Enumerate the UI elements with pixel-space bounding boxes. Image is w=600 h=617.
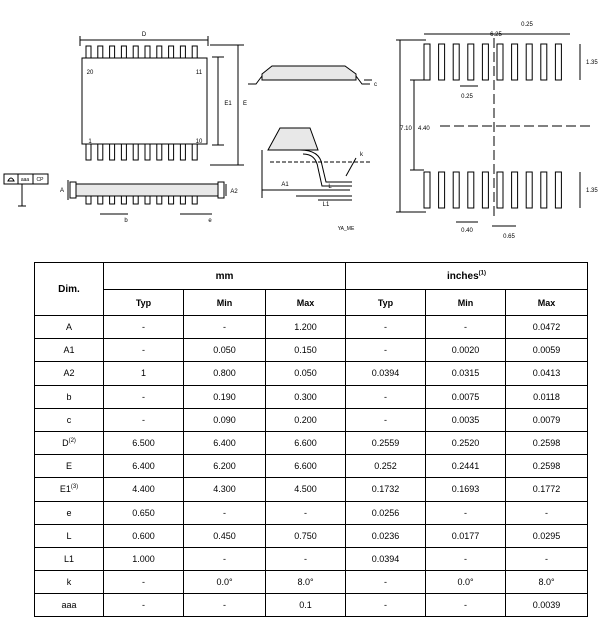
lead: [180, 196, 185, 204]
dim-symbol: A2: [63, 368, 75, 379]
lead: [110, 196, 115, 204]
dim-l1-label: L1: [322, 202, 330, 208]
pad: [468, 44, 474, 80]
dim-c-label: c: [374, 82, 377, 88]
footprint-pitch-top-label: 0.25: [461, 94, 473, 100]
coplanarity-ref-label: CP: [36, 177, 44, 183]
inches-typ-cell: 0.2559: [346, 431, 426, 454]
mm-typ-cell: 6.400: [104, 455, 184, 478]
pad: [512, 44, 518, 80]
lead: [98, 196, 103, 204]
inches-min-cell: 0.1693: [426, 478, 506, 501]
dim-cell: [35, 455, 104, 478]
mm-max-header: Max: [266, 290, 346, 316]
table-row: [35, 385, 588, 408]
dim-symbol: e: [66, 507, 72, 518]
pad: [468, 172, 474, 208]
inches-min-cell: 0.0°: [426, 571, 506, 594]
inches-typ-cell: 0.0236: [346, 524, 426, 547]
mm-typ-cell: 4.400: [104, 478, 184, 501]
dimensions-table: [34, 262, 588, 617]
mm-typ-cell: 0.600: [104, 524, 184, 547]
pad: [526, 44, 532, 80]
inches-typ-header: Typ: [346, 290, 426, 316]
inches-max-cell: 0.0039: [506, 594, 588, 617]
lead: [169, 196, 174, 204]
dim-note: (3): [70, 484, 79, 491]
mm-typ-cell: -: [104, 571, 184, 594]
dim-e1-label: E1: [224, 101, 232, 107]
pad: [482, 172, 488, 208]
pad: [482, 44, 488, 80]
dim-symbol: c: [66, 414, 72, 425]
dim-symbol: L1: [63, 553, 74, 564]
mm-typ-cell: 1: [104, 362, 184, 385]
mm-max-cell: -: [266, 501, 346, 524]
dim-cell: [35, 547, 104, 570]
dim-symbol: k: [66, 577, 72, 588]
mm-min-cell: 0.0°: [184, 571, 266, 594]
mm-typ-cell: -: [104, 594, 184, 617]
pin-11-label: 11: [195, 70, 203, 76]
dim-a-label: A: [59, 188, 65, 194]
mm-max-cell: 0.750: [266, 524, 346, 547]
lead: [121, 144, 126, 160]
dim-column-header: Dim.: [35, 263, 104, 316]
inches-max-cell: 0.2598: [506, 455, 588, 478]
pin-10-label: 10: [195, 139, 203, 145]
inches-max-header: Max: [506, 290, 588, 316]
mm-min-cell: 6.400: [184, 431, 266, 454]
mm-max-cell: 0.200: [266, 408, 346, 431]
lead: [145, 144, 150, 160]
inches-max-cell: 0.2598: [506, 431, 588, 454]
mm-typ-cell: -: [104, 385, 184, 408]
lead: [98, 144, 103, 160]
inches-group-header: [346, 263, 588, 290]
inches-group-label: inches: [446, 270, 479, 282]
inches-min-cell: -: [426, 547, 506, 570]
dim-cell: [35, 316, 104, 339]
inches-max-cell: -: [506, 501, 588, 524]
inches-min-cell: 0.0035: [426, 408, 506, 431]
mm-group-header: mm: [104, 263, 346, 290]
footprint-spacing-label: 0.65: [503, 234, 515, 240]
inches-typ-cell: -: [346, 316, 426, 339]
lead: [157, 144, 162, 160]
inches-typ-cell: 0.0394: [346, 362, 426, 385]
dim-cell: [35, 524, 104, 547]
pad: [439, 172, 445, 208]
table-row: [35, 478, 588, 501]
package-body-side: [76, 184, 218, 196]
dim-k-label: k: [360, 152, 363, 158]
mm-min-cell: 0.050: [184, 339, 266, 362]
dim-cell: [35, 501, 104, 524]
inches-max-cell: 0.0295: [506, 524, 588, 547]
dim-cell: [35, 408, 104, 431]
lead: [169, 46, 174, 58]
table-row: [35, 431, 588, 454]
inches-max-cell: 0.0079: [506, 408, 588, 431]
coplanarity-value-label: aaa: [20, 177, 30, 183]
pad: [497, 44, 503, 80]
lead: [110, 46, 115, 58]
end-view: [248, 66, 372, 84]
top-pin-row: [86, 46, 197, 58]
lead: [133, 196, 138, 204]
lead: [192, 196, 197, 204]
mm-max-cell: 0.1: [266, 594, 346, 617]
mm-min-cell: 6.200: [184, 455, 266, 478]
mm-min-cell: 0.800: [184, 362, 266, 385]
mm-max-cell: 6.600: [266, 455, 346, 478]
table-row: [35, 501, 588, 524]
top-view: [80, 36, 244, 165]
mm-max-cell: 0.300: [266, 385, 346, 408]
lead: [86, 46, 91, 58]
dim-l-label: L: [328, 184, 332, 190]
mm-typ-cell: -: [104, 316, 184, 339]
dim-symbol: D: [62, 438, 69, 449]
mm-max-cell: 6.600: [266, 431, 346, 454]
mm-typ-cell: -: [104, 408, 184, 431]
inches-min-cell: -: [426, 501, 506, 524]
lead: [86, 144, 91, 160]
dim-e-label: E: [242, 101, 248, 107]
lead: [133, 144, 138, 160]
dim-a2-label: A2: [230, 189, 238, 195]
table-row: [35, 524, 588, 547]
mm-typ-cell: 1.000: [104, 547, 184, 570]
inches-typ-cell: 0.252: [346, 455, 426, 478]
mm-typ-cell: 6.500: [104, 431, 184, 454]
table-row: [35, 339, 588, 362]
footprint-pad-width-label: 0.25: [521, 22, 533, 28]
mm-max-cell: 0.150: [266, 339, 346, 362]
dim-note: (2): [68, 438, 76, 445]
dim-a1-label: A1: [281, 182, 289, 188]
inches-max-cell: 0.0118: [506, 385, 588, 408]
lead: [121, 46, 126, 58]
pad: [439, 44, 445, 80]
inches-max-cell: 0.0413: [506, 362, 588, 385]
lead: [133, 46, 138, 58]
pad: [541, 172, 547, 208]
table-row: [35, 362, 588, 385]
mm-min-cell: 4.300: [184, 478, 266, 501]
mm-min-header: Min: [184, 290, 266, 316]
pin-1-label: 1: [88, 139, 92, 145]
dim-symbol: b: [66, 391, 72, 402]
mm-min-cell: -: [184, 547, 266, 570]
pad: [555, 172, 561, 208]
bottom-pad-row: [424, 172, 561, 208]
lead: [110, 144, 115, 160]
dim-d-label: D: [141, 32, 147, 38]
bottom-pin-row: [86, 144, 197, 160]
table-row: [35, 455, 588, 478]
inches-typ-cell: -: [346, 594, 426, 617]
inches-max-cell: 8.0°: [506, 571, 588, 594]
inches-min-cell: 0.2441: [426, 455, 506, 478]
inches-typ-cell: 0.1732: [346, 478, 426, 501]
table-row: [35, 316, 588, 339]
dim-symbol: A: [65, 322, 72, 333]
package-body-top: [82, 58, 207, 144]
dim-cell: [35, 594, 104, 617]
table-row: [35, 408, 588, 431]
inches-max-cell: 0.0059: [506, 339, 588, 362]
inches-typ-cell: -: [346, 408, 426, 431]
inches-group-note: (1): [478, 270, 487, 277]
inches-min-header: Min: [426, 290, 506, 316]
mm-min-cell: 0.450: [184, 524, 266, 547]
lead: [145, 46, 150, 58]
lead: [180, 144, 185, 160]
inches-max-cell: -: [506, 547, 588, 570]
pad: [555, 44, 561, 80]
inches-min-cell: 0.2520: [426, 431, 506, 454]
detail-view: [262, 128, 370, 200]
pad: [424, 172, 430, 208]
pad: [424, 44, 430, 80]
dim-cell: [35, 362, 104, 385]
footprint-inner-gap-label: 4.40: [418, 126, 430, 132]
pad: [512, 172, 518, 208]
inches-max-cell: 0.1772: [506, 478, 588, 501]
inches-min-cell: -: [426, 594, 506, 617]
side-pin-row: [86, 196, 197, 204]
inches-typ-cell: -: [346, 339, 426, 362]
dim-symbol: E: [65, 461, 72, 472]
inches-min-cell: 0.0177: [426, 524, 506, 547]
lead: [145, 196, 150, 204]
pad: [497, 172, 503, 208]
dim-cell: [35, 571, 104, 594]
lead: [169, 144, 174, 160]
pad: [453, 172, 459, 208]
mm-max-cell: 4.500: [266, 478, 346, 501]
table-row: [35, 594, 588, 617]
mm-max-cell: -: [266, 547, 346, 570]
inches-min-cell: 0.0020: [426, 339, 506, 362]
drawing-caption: YA_ME: [337, 226, 355, 232]
mm-min-cell: 0.090: [184, 408, 266, 431]
dim-symbol: E1: [59, 484, 71, 495]
dim-symbol: aaa: [61, 600, 77, 611]
mm-typ-cell: -: [104, 339, 184, 362]
inches-typ-cell: -: [346, 571, 426, 594]
dim-symbol: A1: [63, 345, 75, 356]
inches-min-cell: -: [426, 316, 506, 339]
inches-min-cell: 0.0075: [426, 385, 506, 408]
inches-max-cell: 0.0472: [506, 316, 588, 339]
footprint-row-spacing-label: 7.10: [400, 126, 412, 132]
mm-typ-cell: 0.650: [104, 501, 184, 524]
dim-b-label: b: [124, 218, 128, 224]
dim-cell: [35, 339, 104, 362]
dim-symbol: L: [66, 530, 72, 541]
lead: [121, 196, 126, 204]
pin-20-label: 20: [86, 70, 94, 76]
inches-min-cell: 0.0315: [426, 362, 506, 385]
inches-typ-cell: -: [346, 385, 426, 408]
mm-min-cell: -: [184, 594, 266, 617]
package-drawing: [0, 0, 600, 250]
table-row: [35, 571, 588, 594]
dim-cell: [35, 385, 104, 408]
pad: [541, 44, 547, 80]
footprint-pad-length-top-label: 1.35: [586, 60, 598, 66]
mm-min-cell: 0.190: [184, 385, 266, 408]
lead: [192, 46, 197, 58]
mm-typ-header: Typ: [104, 290, 184, 316]
dim-cell: [35, 431, 104, 454]
pad: [526, 172, 532, 208]
mm-max-cell: 0.050: [266, 362, 346, 385]
mm-max-cell: 1.200: [266, 316, 346, 339]
mm-min-cell: -: [184, 316, 266, 339]
inches-typ-cell: 0.0394: [346, 547, 426, 570]
footprint-pitch-bottom-label: 0.40: [461, 228, 473, 234]
footprint-pad-length-bottom-label: 1.35: [586, 188, 598, 194]
lead: [180, 46, 185, 58]
dim-cell: [35, 478, 104, 501]
table-row: [35, 547, 588, 570]
mm-min-cell: -: [184, 501, 266, 524]
top-pad-row: [424, 44, 561, 80]
dim-e-pitch-label: e: [208, 218, 212, 224]
lead: [86, 196, 91, 204]
lead: [157, 46, 162, 58]
lead: [192, 144, 197, 160]
lead: [98, 46, 103, 58]
footprint-span-label: 6.25: [490, 32, 502, 38]
pad: [453, 44, 459, 80]
inches-typ-cell: 0.0256: [346, 501, 426, 524]
mm-max-cell: 8.0°: [266, 571, 346, 594]
lead: [157, 196, 162, 204]
